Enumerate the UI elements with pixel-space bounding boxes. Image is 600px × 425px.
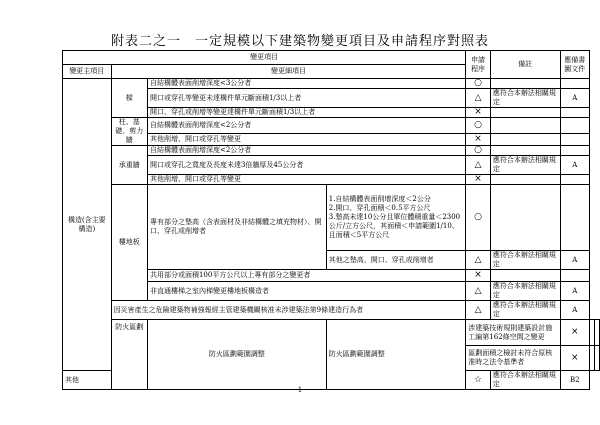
procedure-symbol: ○ (466, 185, 491, 251)
fire-main-item: 防火區劃範圍調整 (147, 320, 326, 390)
structure-label: 構造(含主要構造) (63, 79, 112, 371)
slab-private-desc: 專有部分之墊高（含表面材及非結構體之填充物材）、開口、穿孔或削增者 (147, 185, 326, 270)
remark-cell: 應符合本辦法相關規定 (490, 156, 560, 175)
wall-row: 開口或穿孔之寬度及長度未達3倍牆厚及45公分者 (147, 156, 465, 175)
procedure-symbol: × (560, 320, 589, 346)
doc-cell: A (560, 301, 589, 320)
header-remarks: 備註 (490, 51, 560, 79)
fire-row: 其他 (63, 371, 112, 390)
page-title: 附表二之一 一定規模以下建築物變更項目及申請程序對照表 (110, 34, 489, 49)
procedure-symbol: × (466, 108, 491, 118)
doc-cell (560, 175, 589, 185)
column-row: 其他削增、開口或穿孔等變更 (147, 133, 465, 145)
procedure-symbol: × (560, 346, 589, 371)
procedure-symbol: × (466, 270, 491, 282)
doc-cell (560, 108, 589, 118)
procedure-symbol: △ (466, 301, 491, 320)
remark-cell (490, 175, 560, 185)
remark-cell (490, 146, 560, 156)
wall-label: 承重牆 (111, 146, 147, 185)
remark-cell (490, 185, 560, 251)
fire-sub-item: 防火區劃範圍調整 (326, 320, 466, 390)
page-number: 1 (297, 386, 303, 394)
remark-cell (490, 118, 560, 134)
procedure-symbol: ○ (466, 79, 491, 89)
doc-cell (560, 185, 589, 251)
beam-row: 自結構體表面削增深度<3公分者 (147, 79, 465, 89)
remark-cell (490, 108, 560, 118)
remark-cell (490, 270, 560, 282)
fire-row: 區劃面積之檢討未符合原核准時之法令基準者 (466, 346, 560, 371)
remark-cell: 應符合本辦法相關規定 (490, 301, 560, 320)
slab-stair-row: 非直通樓梯之室內梯變更樓地板構造者 (147, 282, 465, 301)
beam-row: 開口、穿孔或削增等變更達構件單元斷面積1/3以上者 (147, 108, 465, 118)
header-docs: 應備書圖文件 (560, 51, 589, 79)
slab-label: 樓地板 (111, 185, 147, 301)
header-change-item: 變更項目 (63, 51, 466, 65)
procedure-symbol: ○ (466, 118, 491, 134)
doc-cell (560, 133, 589, 145)
fire-row: 涉建築技術規則建築設計施工編第162條空間之變更 (466, 320, 560, 346)
procedure-symbol: △ (466, 251, 491, 270)
beam-label: 樑 (111, 79, 147, 118)
wall-row: 自結構體表面削增深度<2公分者 (147, 146, 465, 156)
remark-cell (490, 133, 560, 145)
procedure-symbol: × (466, 133, 491, 145)
danger-row: 因災害產生之危險建築物補強報經主管建築機關核准未涉建築法第9條建造行為者 (111, 301, 466, 320)
column-row: 自結構體表面削增深度<2公分者 (147, 118, 465, 134)
slab-conditions (326, 185, 466, 251)
doc-cell (560, 118, 589, 134)
doc-cell (560, 79, 589, 89)
doc-cell: A (560, 282, 589, 301)
wall-row: 其他削增、開口或穿孔等變更 (147, 175, 465, 185)
remark-cell (490, 79, 560, 89)
fire-section-label: 防火區劃 (111, 320, 147, 390)
remark-cell: 應符合本辦法相關規定 (490, 89, 560, 108)
doc-cell (595, 320, 600, 346)
doc-cell: A (560, 89, 589, 108)
procedure-symbol: △ (466, 89, 491, 108)
slab-condition: 2.開口、穿孔面積＜0.5平方公尺 (328, 204, 431, 212)
doc-cell (560, 270, 589, 282)
doc-cell (560, 146, 589, 156)
procedure-symbol: △ (466, 156, 491, 175)
procedure-symbol: ○ (466, 146, 491, 156)
doc-cell: A (560, 251, 589, 270)
slab-common-row: 共用部分或面積100平方公尺以上專有部分之變更者 (147, 270, 465, 282)
header-sub-item: 變更細項目 (111, 65, 466, 79)
header-main-item: 變更主項目 (63, 65, 112, 79)
slab-condition: 1.自結構體表面削增深度＜2公分 (328, 195, 431, 203)
slab-condition: 3.墊高未達10公分且單位體積重量＜2300公斤/立方公尺，其面積＜申請範圍1/10、且面積＜5平方公尺 (328, 213, 461, 239)
doc-cell: B2 (560, 371, 589, 390)
procedure-symbol: ☆ (466, 371, 491, 390)
column-label: 柱、基礎、剪力牆 (111, 118, 147, 146)
beam-row: 開口或穿孔等變更未達構件單元斷面積1/3以上者 (147, 89, 465, 108)
procedure-symbol: × (466, 175, 491, 185)
remark-cell: 應符合本辦法相關規定 (490, 282, 560, 301)
doc-cell (595, 346, 600, 371)
header-procedure: 申請程序 (466, 51, 491, 79)
procedure-symbol: △ (466, 282, 491, 301)
remark-cell: 應符合本辦法相關規定 (490, 251, 560, 270)
remark-cell: 應符合本辦法相關規定 (490, 371, 560, 390)
change-table (62, 50, 600, 390)
slab-other-row: 其他之墊高、開口、穿孔或削增者 (326, 251, 466, 270)
doc-cell: A (560, 156, 589, 175)
